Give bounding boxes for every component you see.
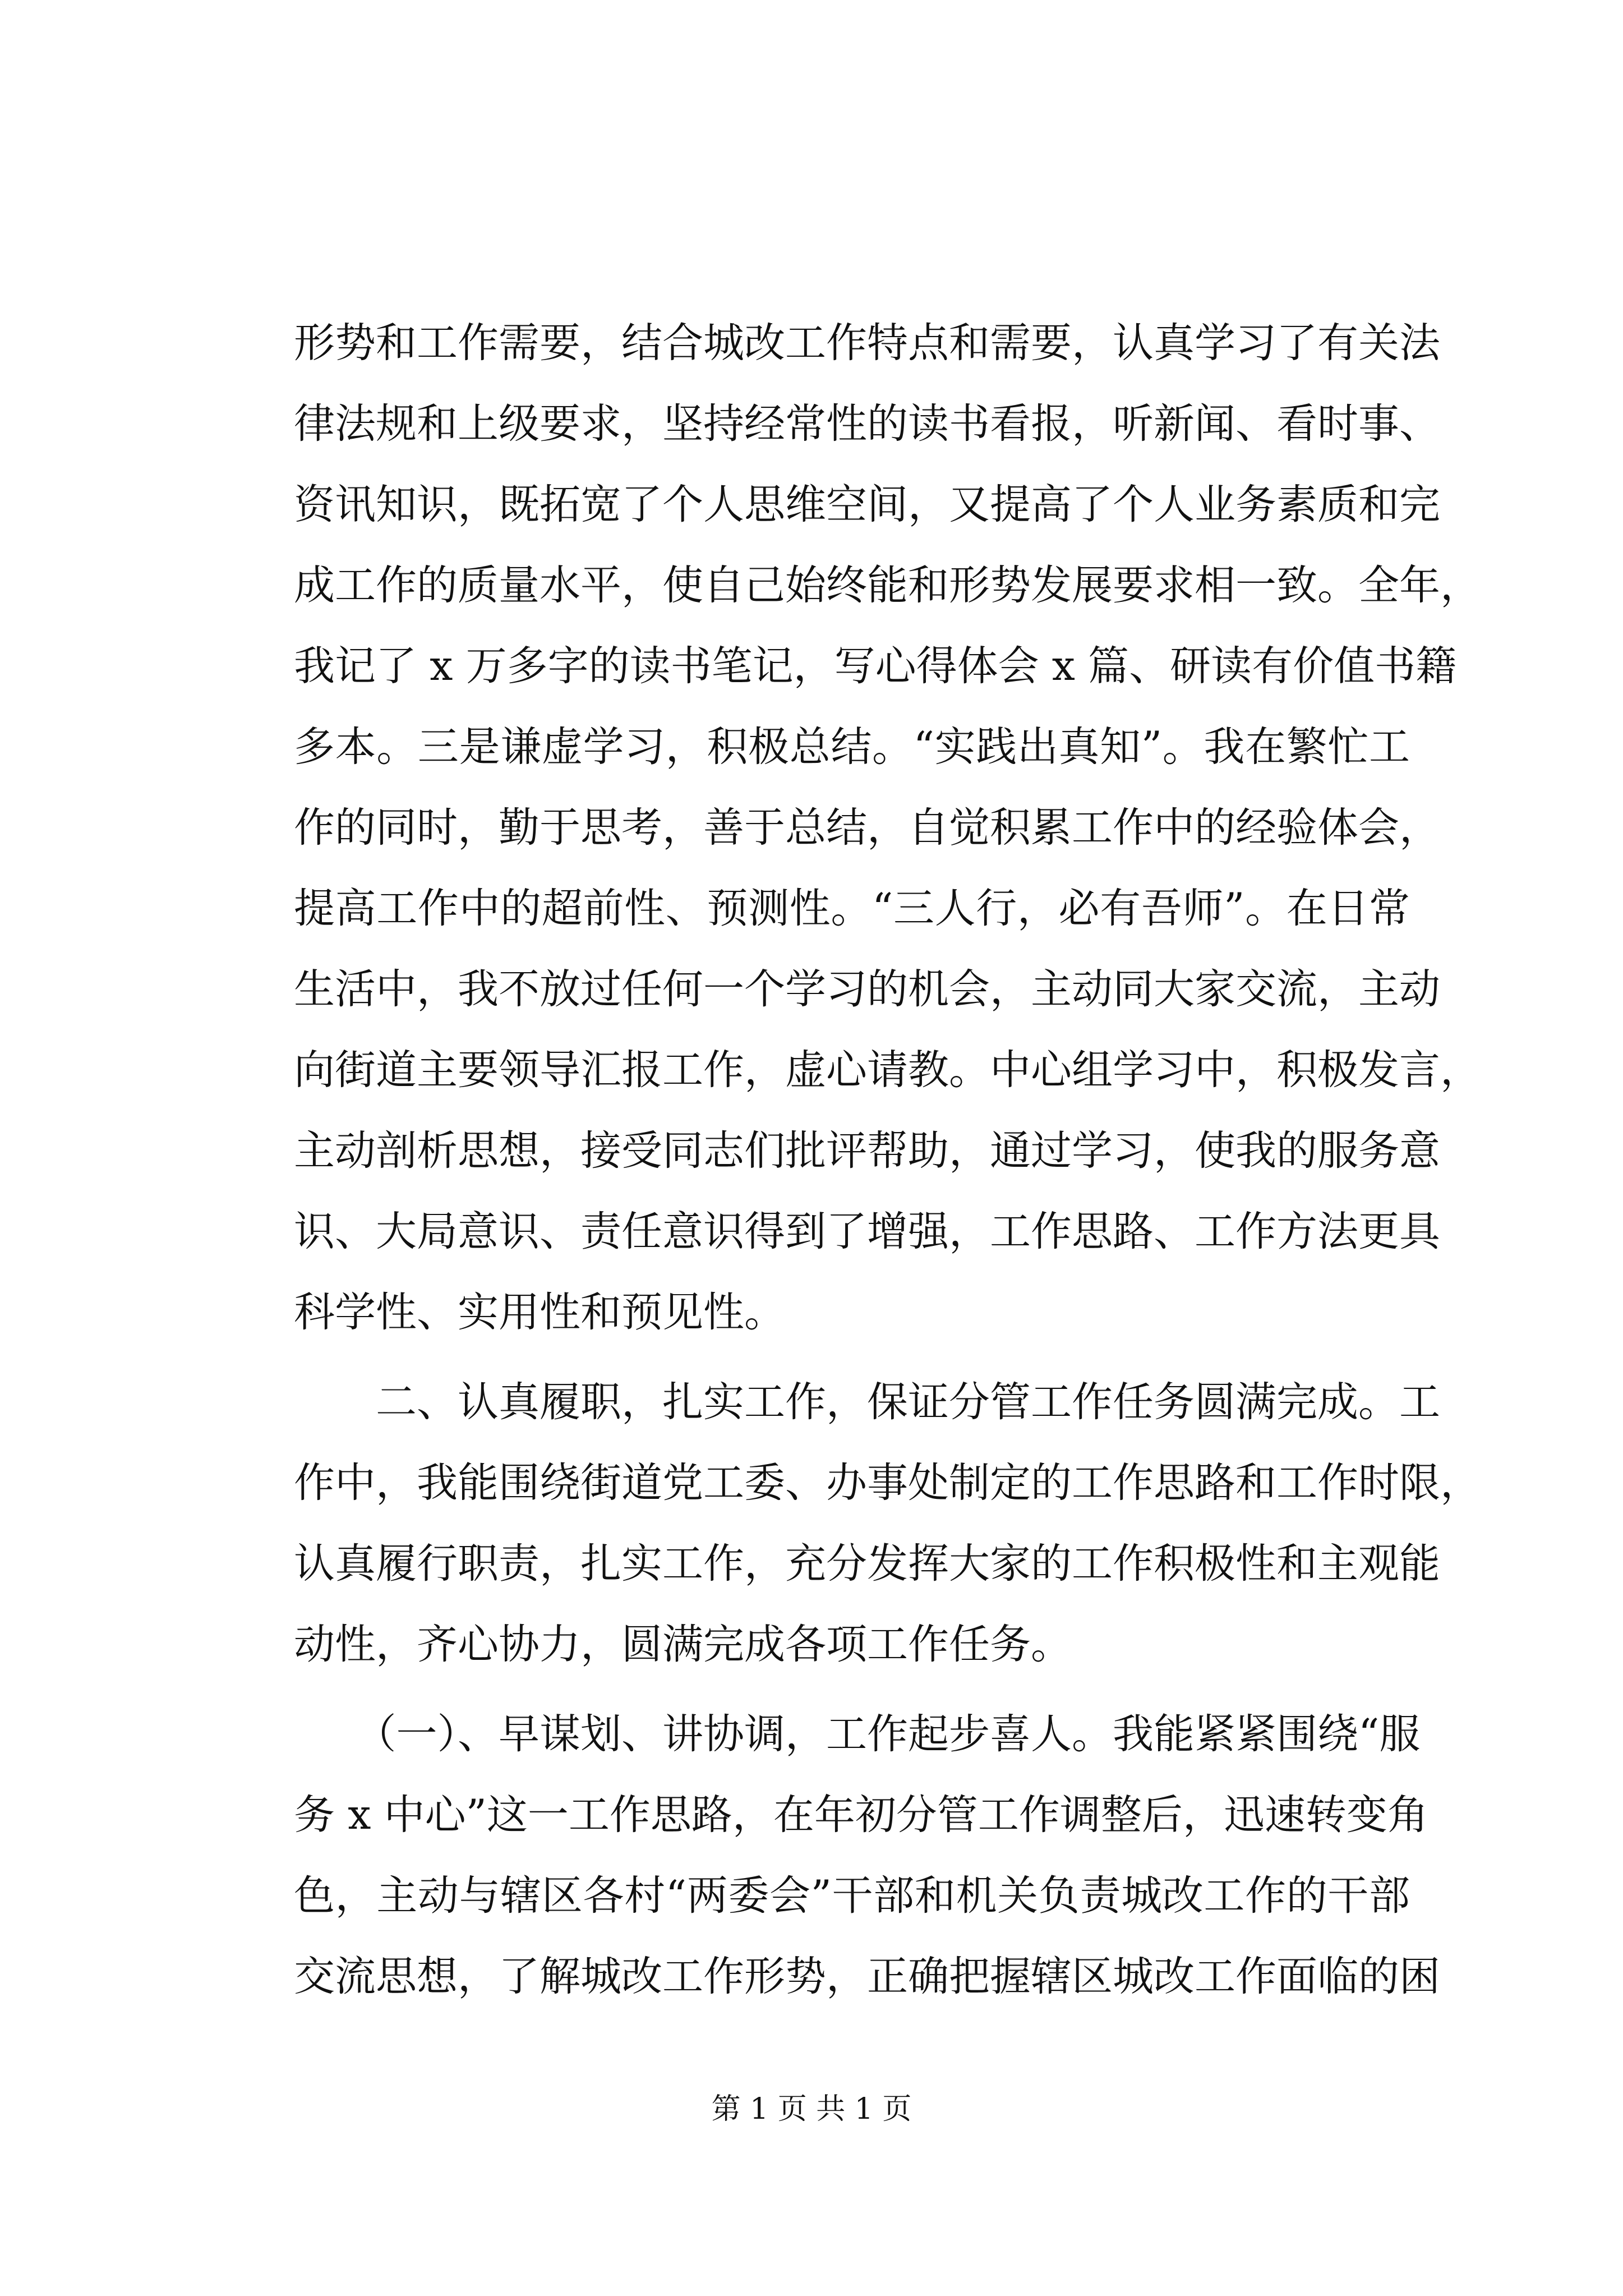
text-line: 律法规和上级要求，坚持经常性的读书看报，听新闻、看时事、 — [294, 400, 1440, 448]
paragraph-gap — [294, 1685, 1410, 1694]
text-line: 色，主动与辖区各村“两委会”干部和机关负责城改工作的干部 — [294, 1872, 1410, 1920]
text-line: 二、认真履职，扎实工作，保证分管工作任务圆满完成。工 — [294, 1378, 1440, 1426]
text-line: 多本。三是谦虚学习，积极总结。“实践出真知”。我在繁忙工 — [294, 723, 1410, 771]
body-text — [294, 303, 1481, 2017]
text-line: 作的同时，勤于思考，善于总结，自觉积累工作中的经验体会， — [294, 804, 1440, 852]
text-line: （一）、早谋划、讲协调，工作起步喜人。我能紧紧围绕“服 — [294, 1710, 1421, 1758]
text-line: 我记了 x 万多字的读书笔记，写心得体会 x 篇、研读有价值书籍 — [294, 642, 1457, 690]
text-line: 提高工作中的超前性、预测性。“三人行，必有吾师”。在日常 — [294, 885, 1410, 932]
text-line: 务 x 中心”这一工作思路，在年初分管工作调整后，迅速转变角 — [294, 1791, 1428, 1839]
text-line: 主动剖析思想，接受同志们批评帮助，通过学习，使我的服务意 — [294, 1127, 1440, 1175]
text-line: 形势和工作需要，结合城改工作特点和需要，认真学习了有关法 — [294, 319, 1440, 367]
text-line: 成工作的质量水平，使自己始终能和形势发展要求相一致。全年， — [294, 562, 1481, 609]
text-line: 生活中，我不放过任何一个学习的机会，主动同大家交流，主动 — [294, 965, 1440, 1013]
page-number-footer: 第 1 页 共 1 页 — [711, 2092, 912, 2126]
text-line: 作中，我能围绕街道党工委、办事处制定的工作思路和工作时限， — [294, 1459, 1481, 1507]
text-line: 识、大局意识、责任意识得到了增强，工作思路、工作方法更具 — [294, 1208, 1440, 1255]
text-line: 交流思想，了解城改工作形势，正确把握辖区城改工作面临的困 — [294, 1953, 1440, 2000]
text-line: 动性，齐心协力，圆满完成各项工作任务。 — [294, 1621, 1072, 1668]
paragraph-gap — [294, 1353, 1410, 1362]
text-line: 资讯知识，既拓宽了个人思维空间，又提高了个人业务素质和完 — [294, 481, 1440, 528]
text-line: 认真履行职责，扎实工作，充分发挥大家的工作积极性和主观能 — [294, 1540, 1440, 1588]
text-line: 向街道主要领导汇报工作，虚心请教。中心组学习中，积极发言， — [294, 1046, 1481, 1094]
text-line: 科学性、实用性和预见性。 — [294, 1289, 785, 1336]
